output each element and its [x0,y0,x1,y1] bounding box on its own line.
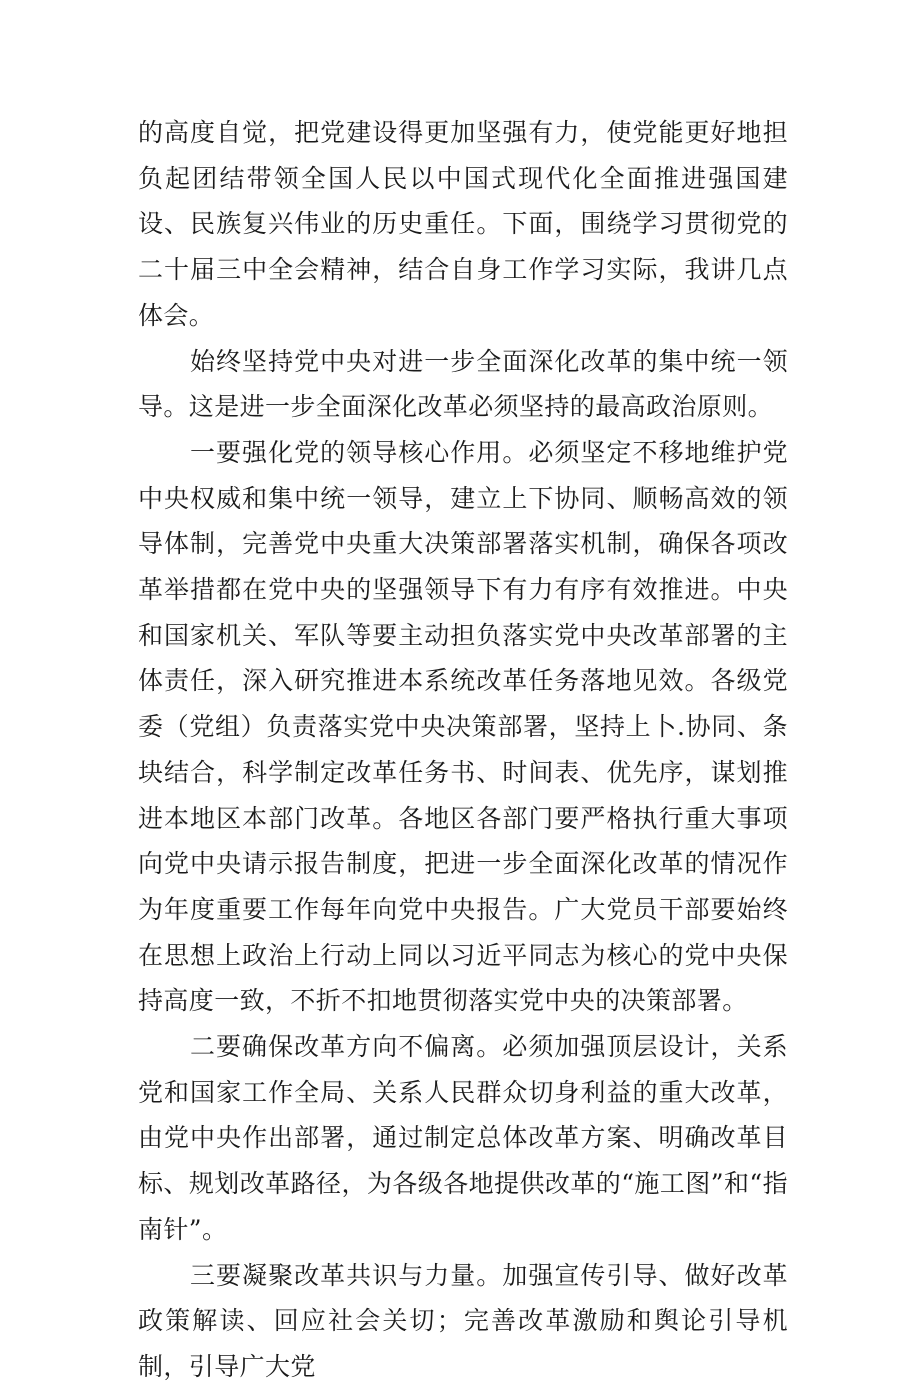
paragraph-point-two: 二要确保改革方向不偏离。必须加强顶层设计，关系党和国家工作全局、关系人民群众切身利益的重大改革，由党中央作出部署，通过制定总体改革方案、明确改革目标、规划改革路径，为各级各地提供改革的“施工图”和“指南针”。 [138,1032,788,1244]
paragraph-section-heading: 始终坚持党中央对进一步全面深化改革的集中统一领导。这是进一步全面深化改革必须坚持的最高政治原则。 [138,346,788,422]
paragraph-continuation: 的高度自觉，把党建设得更加坚强有力，使党能更好地担负起团结带领全国人民以中国式现代化全面推进强国建设、民族复兴伟业的历史重任。下面，围绕学习贯彻党的二十届三中全会精神，结合自身工作学习实际，我讲几点体会。 [138,118,788,330]
paragraph-point-three: 三要凝聚改革共识与力量。加强宣传引导、做好改革政策解读、回应社会关切；完善改革激励和舆论引导机制，引导广大党 [138,1260,788,1381]
document-body [138,110,788,1390]
paragraph-point-one: 一要强化党的领导核心作用。必须坚定不移地维护党中央权威和集中统一领导，建立上下协同、顺畅高效的领导体制，完善党中央重大决策部署落实机制，确保各项改革举措都在党中央的坚强领导下有力有序有效推进。中央和国家机关、军队等要主动担负落实党中央改革部署的主体责任，深入研究推进本系统改革任务落地见效。各级党委（党组）负责落实党中央决策部署，坚持上卜.协同、条块结合，科学制定改革任务书、时间表、优先序，谋划推进本地区本部门改革。各地区各部门要严格执行重大事项向党中央请示报告制度，把进一步全面深化改革的情况作为年度重要工作每年向党中央报告。广大党员干部要始终在思想上政治上行动上同以习近平同志为核心的党中央保持高度一致，不折不扣地贯彻落实党中央的决策部署。 [138,437,788,1016]
